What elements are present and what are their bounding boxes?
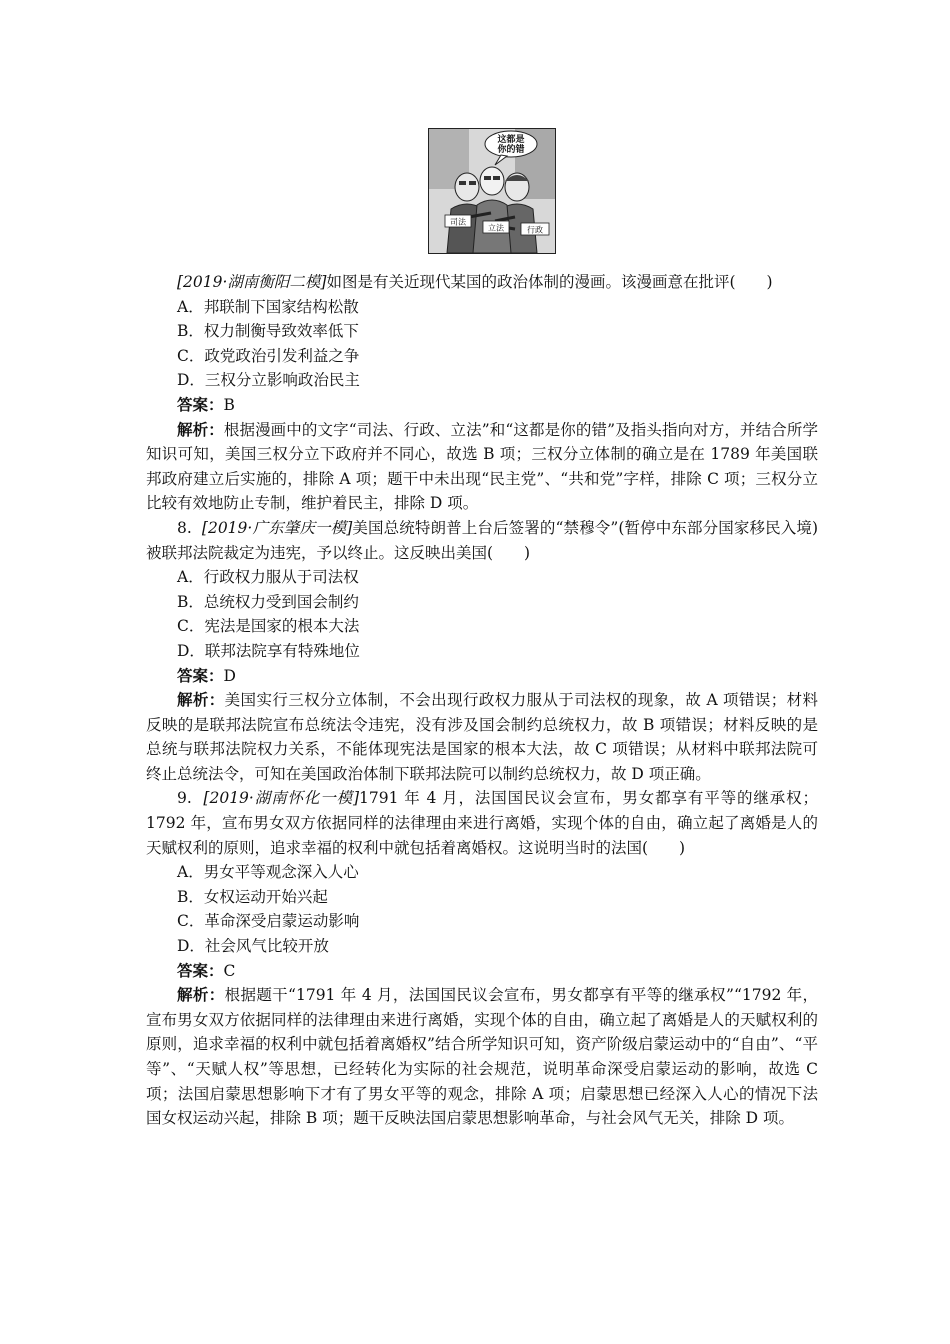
q8-stem-text: 美国总统特朗普上台后签署的“禁穆令”(暂停中东部分国家移民入境)被联邦法院裁定为违宪，予以终止。这反映出美国( ) [146,518,819,562]
q9-answer-value: C [223,961,236,980]
q9-source: [2019·湖南怀化一模] [203,789,360,808]
q7-option-c: C．政党政治引发利益之争 [177,346,360,365]
q9-number: 9. [177,789,192,808]
label-legislative: 立法 [488,223,504,233]
political-cartoon [428,128,556,254]
label-judicial: 司法 [450,217,466,227]
q7-stem [146,270,818,295]
q8-number: 8. [177,518,192,537]
q7-answer-value: B [223,395,235,414]
q9-answer-label: 答案： [177,961,224,980]
q7-stem-text: 如图是有关近现代某国的政治体制的漫画。该漫画意在批评( ) [326,273,773,291]
question-content [146,270,818,1131]
q8-option-c: C．宪法是国家的根本大法 [177,617,360,636]
q8-analysis [146,688,818,786]
q8-analysis-text: 美国实行三权分立体制，不会出现行政权力服从于司法权的现象，故 A 项错误；材料反映的是联邦法院宣布总统法令违宪，没有涉及国会制约总统权力，故 B 项错误；材料反映的是总统与联邦法院权力关系，不能体现宪法是国家的根本大法，故 C 项错误；从材料中联邦法院可终止总统法令，可知在美国政治体制下联邦法院可以制约总统权力，故 D 项正确。 [146,691,818,783]
q7-option-d: D．三权分立影响政治民主 [177,371,360,390]
label-executive: 行政 [527,225,543,235]
bubble-text-line2: 你的错 [497,145,525,155]
q9-stem-text: 1791 年 4 月，法国国民议会宣布，男女都享有平等的继承权；1792 年，宣布男女双方依据同样的法律理由来进行离婚，实现个体的自由，确立起了离婚是人的天赋权利的原则，追求幸福的权利中就包括着离婚权。这说明当时的法国( ) [146,789,819,857]
q7-option-b: B．权力制衡导致效率低下 [177,322,359,341]
q8-option-b: B．总统权力受到国会制约 [177,592,359,611]
q7-analysis [146,418,818,516]
q7-analysis-text: 根据漫画中的文字“司法、行政、立法”和“这都是你的错”及指头指向对方，并结合所学知识可知，美国三权分立下政府并不同心，故选 B 项；三权分立体制的确立是在 1789 年美国联邦政府建立后实施的，排除 A 项；题干中未出现“民主党”、“共和党”字样，排除 C 项；三权分立比较有效地防止专制，维护着民主，排除 D 项。 [146,420,818,513]
q9-option-d: D．社会风气比较开放 [177,937,329,956]
q9-analysis [146,983,818,1131]
q8-answer [146,664,818,689]
q7-answer [146,393,818,418]
q7-source: [2019·湖南衡阳二模] [177,273,327,291]
q9-answer [146,959,818,984]
q9-stem [146,786,818,860]
q8-source: [2019·广东肇庆一模] [201,518,353,537]
q8-answer-value: D [223,666,236,685]
q8-answer-label: 答案： [177,666,224,685]
q9-analysis-label: 解析： [177,986,225,1005]
q9-option-a: A．男女平等观念深入人心 [177,863,359,882]
q7-analysis-label: 解析： [177,420,224,439]
q8-analysis-label: 解析： [177,691,225,710]
q8-stem [146,516,818,565]
q7-option-a: A．邦联制下国家结构松散 [177,297,359,316]
q8-option-d: D．联邦法院享有特殊地位 [177,641,360,660]
q7-answer-label: 答案： [177,395,224,414]
q9-option-b: B．女权运动开始兴起 [177,887,328,906]
cartoon-illustration [429,129,555,253]
q9-option-c: C．革命深受启蒙运动影响 [177,912,360,931]
bubble-text-line1: 这都是 [497,135,525,145]
q8-option-a: A．行政权力服从于司法权 [177,568,359,587]
q9-analysis-text: 根据题干“1791 年 4 月，法国国民议会宣布，男女都享有平等的继承权”“1792 年，宣布男女双方依据同样的法律理由来进行离婚，实现个体的自由，确立起了离婚是人的天赋权利的原则，追求幸福的权利中就包括着离婚权”结合所学知识可知，资产阶级启蒙运动中的“自由”、“平等”、“天赋人权”等思想，已经转化为实际的社会规范，说明革命深受启蒙运动的影响，故选 C 项；法国启蒙思想影响下才有了男女平等的观念，排除 A 项；启蒙思想已经深入人心的情况下法国女权运动兴起，排除 B 项；题干反映法国启蒙思想影响革命，与社会风气无关，排除 D 项。 [146,986,818,1128]
